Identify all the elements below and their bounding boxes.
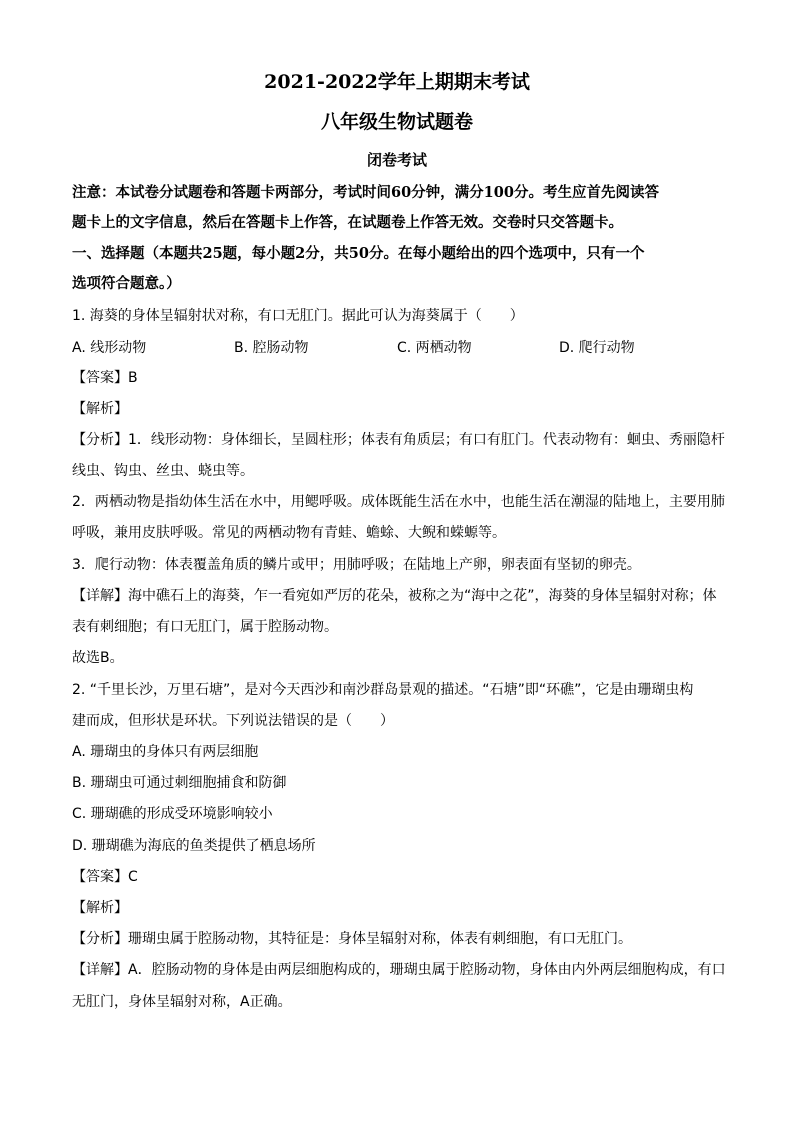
- q2-analysis-tag: 【解析】: [72, 900, 128, 916]
- q1-analysis-tag: 【解析】: [72, 401, 128, 417]
- q1-option-d: D. 爬行动物: [559, 340, 635, 356]
- section-heading-line-1: 一、选择题（本题共25题，每小题2分，共50分。在每小题给出的四个选项中，只有一个: [72, 245, 645, 262]
- q1-analysis-line: 【分析】1．线形动物：身体细长，呈圆柱形；体表有角质层；有口有肛门。代表动物有：蛔虫、秀丽隐杆: [72, 432, 725, 448]
- q2-option-c: C. 珊瑚礁的形成受环境影响较小: [72, 806, 273, 822]
- q2-option-d: D. 珊瑚礁为海底的鱼类提供了栖息场所: [72, 838, 316, 854]
- q1-analysis-line: 呼吸，兼用皮肤呼吸。常见的两栖动物有青蛙、蟾蜍、大鲵和蝾螈等。: [72, 525, 506, 541]
- q2-answer: 【答案】C: [72, 869, 138, 885]
- section-heading-line-2: 选项符合题意。）: [72, 275, 181, 292]
- q2-option-a: A. 珊瑚虫的身体只有两层细胞: [72, 744, 259, 760]
- q1-analysis-line: 3．爬行动物：体表覆盖角质的鳞片或甲；用肺呼吸；在陆地上产卵，卵表面有坚韧的卵壳。: [72, 557, 641, 573]
- q2-analysis-line: 【分析】珊瑚虫属于腔肠动物，其特征是：身体呈辐射对称，体表有刺细胞，有口无肛门。: [72, 931, 632, 947]
- q1-detail-line: 表有刺细胞；有口无肛门，属于腔肠动物。: [72, 619, 338, 635]
- q1-analysis-line: 2．两栖动物是指幼体生活在水中，用鳃呼吸。成体既能生活在水中，也能生活在潮湿的陆地上，主要用肺: [72, 494, 725, 510]
- q2-detail-line: 【详解】A．腔肠动物的身体是由两层细胞构成的，珊瑚虫属于腔肠动物，身体由内外两层细胞构成，有口: [72, 962, 726, 978]
- q2-option-b: B. 珊瑚虫可通过刺细胞捕食和防御: [72, 775, 287, 791]
- q1-option-c: C. 两栖动物: [397, 340, 472, 356]
- q1-answer: 【答案】B: [72, 370, 138, 386]
- q1-option-a: A. 线形动物: [72, 340, 147, 356]
- notice-line-1: 注意：本试卷分试题卷和答题卡两部分，考试时间60分钟，满分100分。考生应首先阅读答: [72, 184, 659, 201]
- exam-title: 2021-2022学年上期期末考试: [264, 71, 530, 93]
- q1-option-b: B. 腔肠动物: [234, 340, 309, 356]
- notice-line-2: 题卡上的文字信息，然后在答题卡上作答，在试题卷上作答无效。交卷时只交答题卡。: [72, 214, 623, 231]
- q2-stem-line-1: 2. “千里长沙，万里石塘”，是对今天西沙和南沙群岛景观的描述。“石塘”即“环礁”，它是由珊瑚虫构: [72, 682, 694, 698]
- q1-analysis-line: 线虫、钩虫、丝虫、蛲虫等。: [72, 463, 254, 479]
- q2-detail-line: 无肛门，身体呈辐射对称，A正确。: [72, 994, 292, 1010]
- q1-detail-line: 【详解】海中礁石上的海葵，乍一看宛如严厉的花朵，被称之为“海中之花”，海葵的身体呈辐射对称；体: [72, 588, 717, 604]
- q1-stem: 1. 海葵的身体呈辐射状对称，有口无肛门。据此可认为海葵属于（ ）: [72, 308, 524, 324]
- exam-mode: 闭卷考试: [366, 151, 427, 169]
- q2-stem-line-2: 建而成，但形状是环状。下列说法错误的是（ ）: [72, 713, 394, 729]
- exam-subtitle: 八年级生物试题卷: [320, 111, 473, 133]
- q1-conclusion: 故选B。: [72, 650, 124, 666]
